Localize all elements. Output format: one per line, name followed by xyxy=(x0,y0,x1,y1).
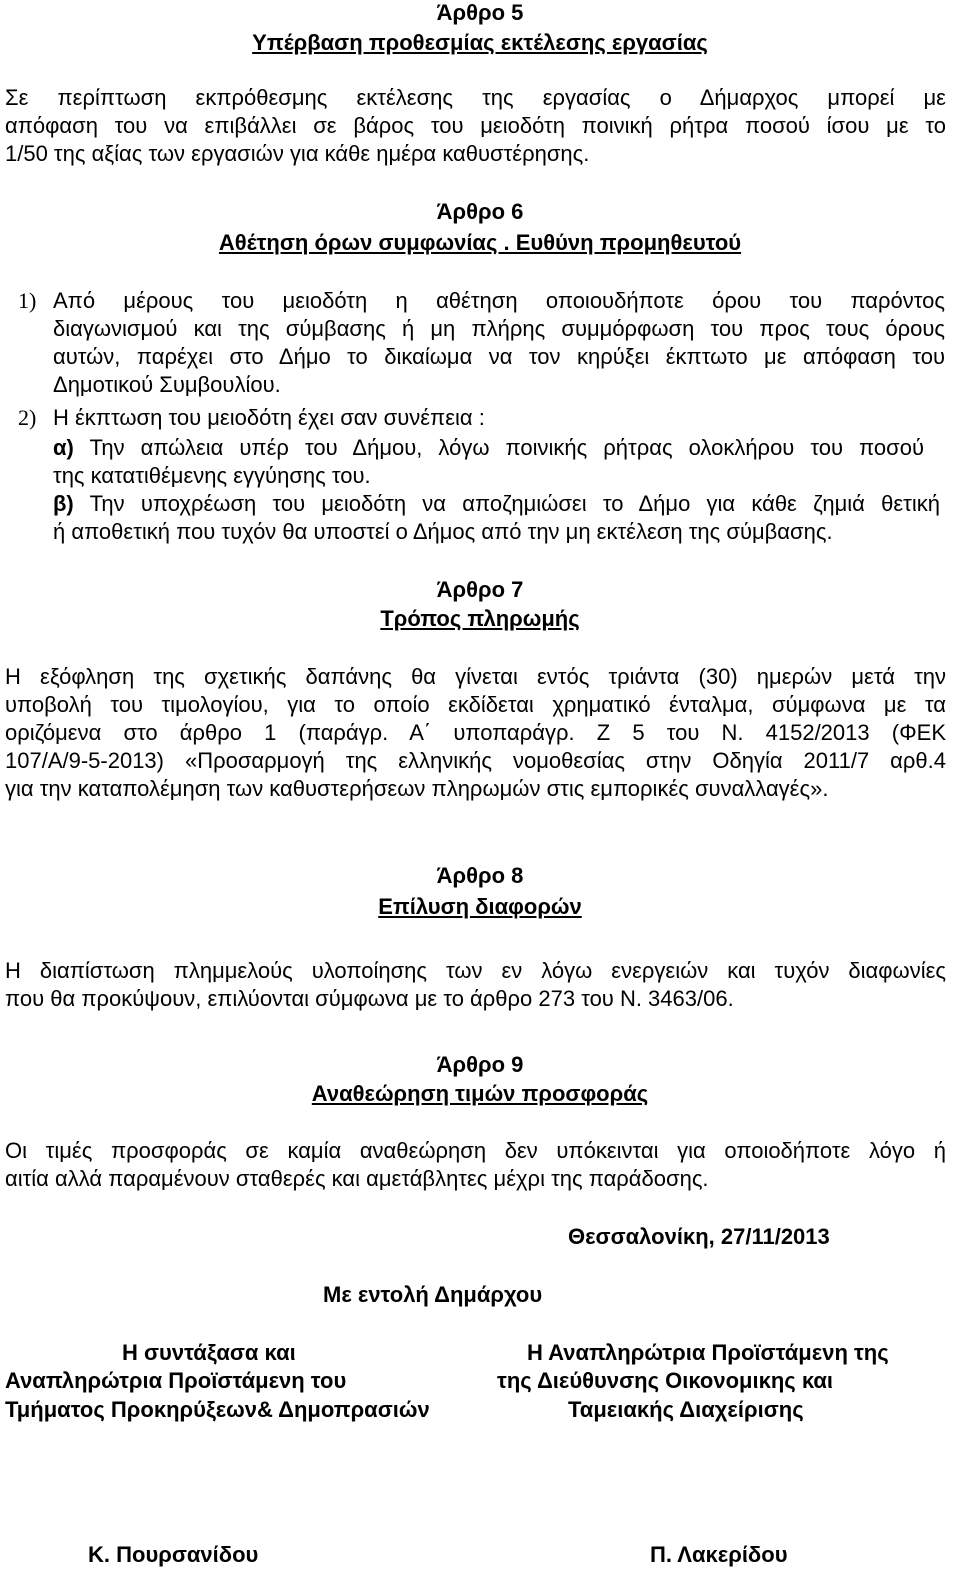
article-5-heading: Άρθρο 5 xyxy=(436,0,524,25)
article-6-item-2-number: 2) xyxy=(18,405,37,430)
article-6-item-a-label: α) xyxy=(53,435,74,460)
left-signatory-line: Τμήματος Προκηρύξεων& Δημοπρασιών xyxy=(5,1397,430,1422)
article-6-item-b xyxy=(53,490,940,546)
article-6-item-1-line: Δημοτικού Συμβουλίου. xyxy=(53,372,281,397)
mayor-order: Με εντολή Δημάρχου xyxy=(323,1282,543,1307)
article-6-item-b-line xyxy=(53,490,940,518)
left-signatory-name: Κ. Πουρσανίδου xyxy=(88,1542,259,1567)
article-6-item-1-line: Από μέρους του μειοδότη η αθέτηση οποιουδήποτε όρου του παρόντος xyxy=(53,288,945,313)
article-9-line: αιτία αλλά παραμένουν σταθερές και αμετάβλητες μέχρι της παράδοσης. xyxy=(5,1166,709,1191)
article-8-line: που θα προκύψουν, επιλύονται σύμφωνα με το άρθρο 273 του Ν. 3463/06. xyxy=(5,986,734,1011)
article-5-line: Σε περίπτωση εκπρόθεσμης εκτέλεσης της εργασίας ο Δήμαρχος μπορεί με xyxy=(5,85,946,110)
article-6-item-b-text: Την υποχρέωση του μειοδότη να αποζημιώσει το Δήμο για κάθε ζημιά θετική xyxy=(89,491,940,516)
article-9-line: Οι τιμές προσφοράς σε καμία αναθεώρηση δεν υπόκεινται για οποιοδήποτε λόγο ή xyxy=(5,1138,946,1163)
article-6-item-2-text: Η έκπτωση του μειοδότη έχει σαν συνέπεια : xyxy=(53,405,485,430)
left-signatory-line: Η συντάξασα και xyxy=(122,1340,296,1365)
article-7-line: Η εξόφληση της σχετικής δαπάνης θα γίνεται εντός τριάντα (30) ημερών μετά την xyxy=(5,664,946,689)
article-5-line: απόφαση του να επιβάλλει σε βάρος του μειοδότη ποινική ρήτρα ποσού ίσου με το xyxy=(5,113,946,138)
left-signatory-line: Αναπληρώτρια Προϊστάμενη του xyxy=(5,1368,347,1393)
article-6-item-1-line: αυτών, παρέχει στο Δήμο το δικαίωμα να τον κηρύξει έκπτωτο με απόφαση του xyxy=(53,344,945,369)
article-6-item-b-label: β) xyxy=(53,491,74,516)
article-6-item-a-line: της κατατιθέμενης εγγύησης του. xyxy=(53,463,371,488)
article-6-item-1-line: διαγωνισμού και της σύμβασης ή μη πλήρης συμμόρφωση του προς τους όρους xyxy=(53,316,945,341)
article-7-body xyxy=(5,663,946,803)
article-9-title: Αναθεώρηση τιμών προσφοράς xyxy=(311,1081,649,1106)
article-7-line: οριζόμενα στο άρθρο 1 (παράγρ. Α΄ υποπαράγρ. Ζ 5 του Ν. 4152/2013 (ΦΕΚ xyxy=(5,720,946,745)
article-8-line: Η διαπίστωση πλημμελούς υλοποίησης των εν λόγω ενεργειών και τυχόν διαφωνίες xyxy=(5,958,946,983)
place-date: Θεσσαλονίκη, 27/11/2013 xyxy=(568,1224,830,1249)
article-7-line: 107/Α/9-5-2013) «Προσαρμογή της ελληνικής νομοθεσίας στην Οδηγία 2011/7 αρθ.4 xyxy=(5,748,946,773)
article-6-item-a-line xyxy=(53,434,924,462)
article-7-line: για την καταπολέμηση των καθυστερήσεων πληρωμών στις εμπορικές συναλλαγές». xyxy=(5,776,829,801)
right-signatory-name: Π. Λακερίδου xyxy=(650,1542,788,1567)
article-8-heading: Άρθρο 8 xyxy=(436,863,524,888)
right-signatory-line: Ταμειακής Διαχείρισης xyxy=(568,1397,804,1422)
article-7-heading: Άρθρο 7 xyxy=(436,577,524,602)
right-signatory-line: της Διεύθυνσης Οικονομικης και xyxy=(497,1368,834,1393)
article-5-line: 1/50 της αξίας των εργασιών για κάθε ημέρα καθυστέρησης. xyxy=(5,141,590,166)
article-6-item-a-text: Την απώλεια υπέρ του Δήμου, λόγω ποινικής ρήτρας ολοκλήρου του ποσού xyxy=(89,435,924,460)
article-5-title: Υπέρβαση προθεσμίας εκτέλεσης εργασίας xyxy=(252,30,708,55)
article-8-title: Επίλυση διαφορών xyxy=(378,894,582,919)
right-signatory-line: Η Αναπληρώτρια Προϊστάμενη της xyxy=(527,1340,889,1365)
article-8-body xyxy=(5,957,946,1013)
article-6-title: Αθέτηση όρων συμφωνίας . Ευθύνη προμηθευτού xyxy=(218,230,742,255)
article-6-item-a xyxy=(53,434,924,490)
article-6-item-1-number: 1) xyxy=(18,288,37,313)
article-7-title: Τρόπος πληρωμής xyxy=(380,606,580,631)
article-6-item-b-line: ή αποθετική που τυχόν θα υποστεί ο Δήμος από την μη εκτέλεση της σύμβασης. xyxy=(53,519,833,544)
article-6-item-1 xyxy=(53,287,945,399)
article-9-heading: Άρθρο 9 xyxy=(436,1052,524,1077)
article-6-heading: Άρθρο 6 xyxy=(436,199,524,224)
article-9-body xyxy=(5,1137,946,1193)
article-7-line: υποβολή του τιμολογίου, για το οποίο εκδίδεται χρηματικό ένταλμα, σύμφωνα με τα xyxy=(5,692,946,717)
article-5-body xyxy=(5,84,946,168)
